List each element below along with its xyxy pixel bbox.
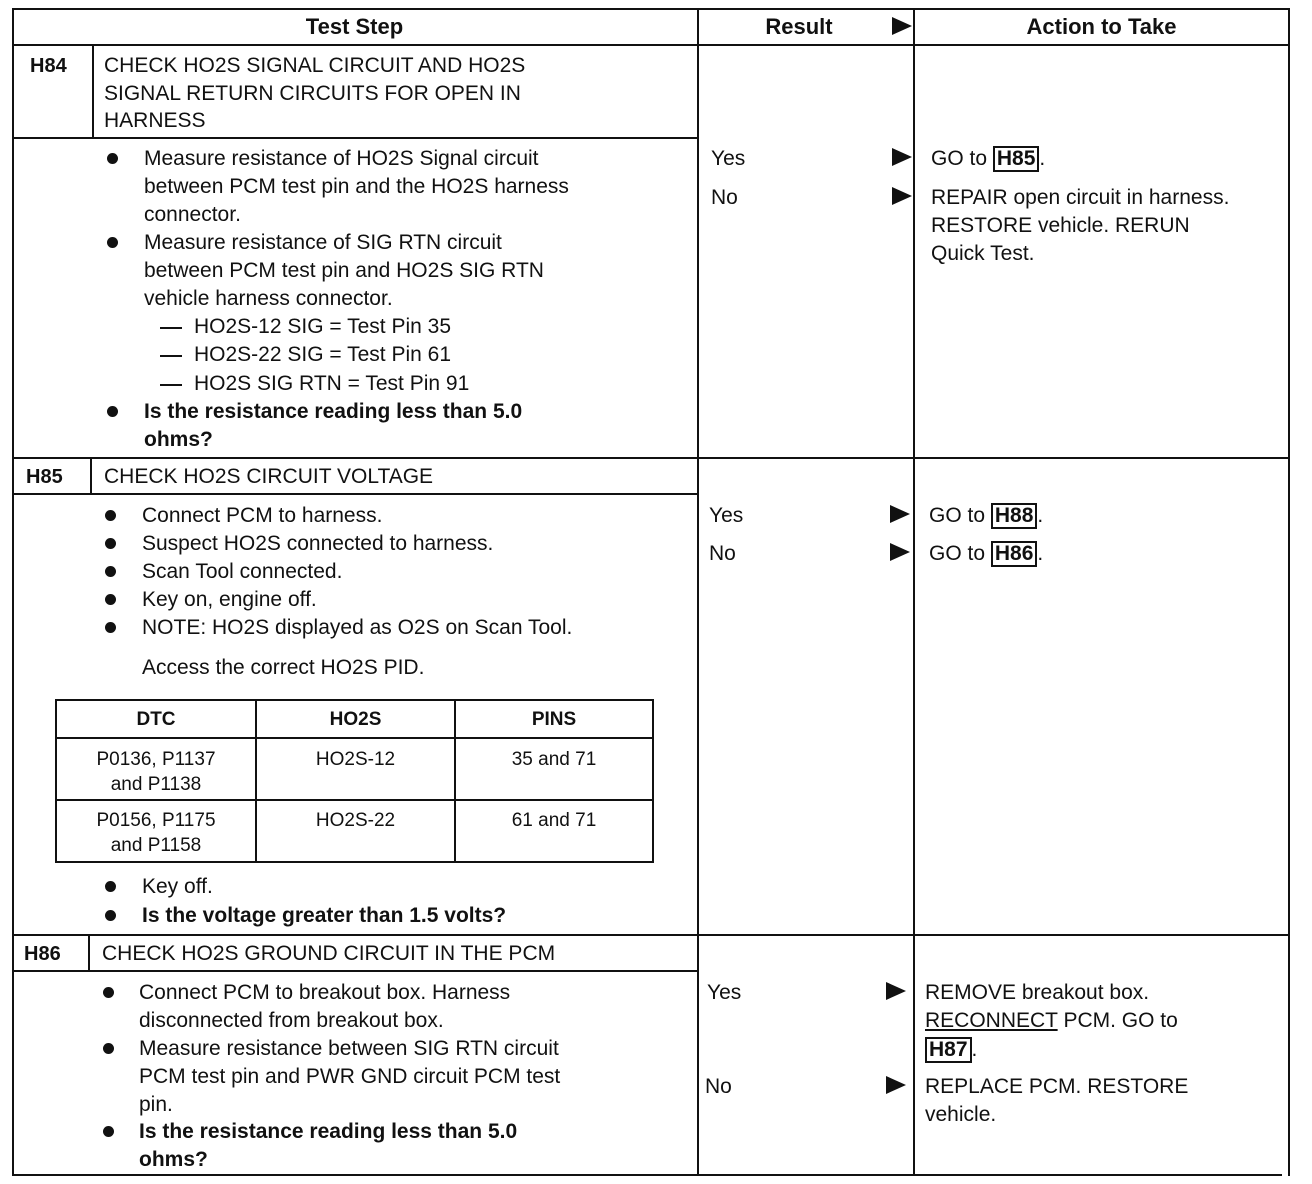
h86-step-line: Connect PCM to breakout box. Harness — [139, 981, 511, 1004]
bullet-icon — [107, 237, 118, 248]
subtable-cell-pins: 35 and 71 — [511, 749, 597, 770]
h84-step-line: Measure resistance of HO2S Signal circuit — [144, 147, 539, 170]
pin-reference-table — [55, 699, 654, 863]
h86-no-arrow-icon — [886, 1076, 906, 1094]
h86-step-line: disconnected from breakout box. — [139, 1009, 444, 1032]
h85-title-bottom — [12, 493, 699, 495]
h84-step-line: vehicle harness connector. — [144, 287, 393, 310]
subtable-cell-dtc: P0136, P1137 — [96, 749, 216, 770]
h84-yes-arrow-icon — [892, 148, 912, 166]
h85-yes-action: GO to H88 . — [929, 504, 1044, 527]
h86-title: CHECK HO2S GROUND CIRCUIT IN THE PCM — [102, 942, 556, 965]
h86-go-to-h87-link[interactable]: H87 — [925, 1037, 972, 1063]
h86-title-bottom — [12, 970, 699, 972]
table-bottom-border — [12, 1174, 1282, 1176]
h85-code-divider — [90, 457, 92, 495]
h86-yes-arrow-icon — [886, 982, 906, 1000]
h85-result-yes: Yes — [709, 504, 744, 527]
h84-step-line: Measure resistance of SIG RTN circuit — [144, 231, 502, 254]
h85-no-arrow-icon — [890, 543, 910, 561]
h86-code-divider — [88, 934, 90, 972]
dash-icon — [160, 355, 182, 357]
subtable-cell-dtc: and P1138 — [110, 774, 202, 795]
h86-result-no: No — [705, 1075, 732, 1098]
h84-go-to-label: GO to — [931, 147, 988, 170]
h84-code-divider — [92, 44, 94, 139]
h85-access-note: Access the correct HO2S PID. — [142, 656, 425, 679]
h86-step-line: pin. — [139, 1093, 173, 1116]
bullet-icon — [103, 1126, 114, 1137]
bullet-icon — [103, 987, 114, 998]
header-action: Action to Take — [1026, 14, 1177, 39]
subtable-cell-dtc: P0156, P1175 — [96, 810, 216, 831]
h84-no-action-line-1: REPAIR open circuit in harness. — [931, 186, 1230, 209]
h85-go-to-label: GO to — [929, 504, 986, 527]
bullet-icon — [105, 881, 116, 892]
bullet-icon — [105, 510, 116, 521]
h84-go-to-h85-link[interactable]: H85 — [993, 146, 1040, 172]
h86-yes-action-line-1: REMOVE breakout box. — [925, 981, 1150, 1004]
h84-code: H84 — [30, 55, 67, 77]
h85-code: H85 — [26, 466, 63, 488]
h85-step-line: Scan Tool connected. — [142, 560, 343, 583]
h84-yes-action: GO to H85 . — [931, 147, 1046, 170]
subtable-cell-ho2s: HO2S-22 — [315, 810, 396, 831]
result-column-divider — [697, 8, 699, 1176]
h84-step-line: between PCM test pin and the HO2S harness — [144, 175, 569, 198]
h84-pin-line: HO2S-22 SIG = Test Pin 61 — [194, 343, 451, 366]
subtable-header-pins: PINS — [531, 709, 577, 730]
row-divider-h85 — [12, 457, 1290, 459]
h84-question-line-1: Is the resistance reading less than 5.0 — [144, 400, 523, 423]
h84-title-line-2: SIGNAL RETURN CIRCUITS FOR OPEN IN — [104, 82, 521, 105]
h86-step-line: Measure resistance between SIG RTN circuit — [139, 1037, 559, 1060]
table-left-border — [12, 8, 14, 1176]
h86-code: H86 — [24, 943, 61, 965]
table-top-border — [12, 8, 1290, 10]
subtable-header-ho2s: HO2S — [329, 709, 382, 730]
header-bottom-border — [12, 44, 1290, 46]
h85-go-to-h86-link[interactable]: H86 — [991, 541, 1038, 567]
table-right-border — [1288, 8, 1290, 1176]
bullet-icon — [105, 910, 116, 921]
h84-question-line-2: ohms? — [144, 428, 213, 451]
h84-step-line: between PCM test pin and HO2S SIG RTN — [144, 259, 544, 282]
h85-go-to-label: GO to — [929, 542, 986, 565]
h84-pin-line: HO2S-12 SIG = Test Pin 35 — [194, 315, 451, 338]
h86-yes-action-rest: PCM. GO to — [1057, 1009, 1178, 1032]
bullet-icon — [105, 594, 116, 605]
h86-result-yes: Yes — [707, 981, 742, 1004]
h85-title: CHECK HO2S CIRCUIT VOLTAGE — [104, 465, 434, 488]
bullet-icon — [105, 622, 116, 633]
h86-question-line-1: Is the resistance reading less than 5.0 — [139, 1120, 518, 1143]
h85-step-line: Key off. — [142, 875, 213, 898]
bullet-icon — [105, 538, 116, 549]
bullet-icon — [107, 406, 118, 417]
h86-yes-action-line-2 — [925, 1007, 1178, 1035]
h85-step-line: Connect PCM to harness. — [142, 504, 383, 527]
h85-question: Is the voltage greater than 1.5 volts? — [142, 904, 507, 927]
h84-no-action-line-2: RESTORE vehicle. RERUN — [931, 214, 1190, 237]
h84-title-line-3: HARNESS — [104, 109, 206, 132]
h85-yes-arrow-icon — [890, 505, 910, 523]
row-divider-h86 — [12, 934, 1290, 936]
h86-reconnect-word: RECONNECT — [925, 1009, 1058, 1032]
bullet-icon — [107, 153, 118, 164]
header-test-step: Test Step — [305, 14, 404, 39]
h85-go-to-h88-link[interactable]: H88 — [991, 503, 1038, 529]
h85-step-line: Key on, engine off. — [142, 588, 317, 611]
subtable-header-dtc: DTC — [136, 709, 176, 730]
dash-icon — [160, 384, 182, 386]
dash-icon — [160, 327, 182, 329]
h84-title-line-1: CHECK HO2S SIGNAL CIRCUIT AND HO2S — [104, 54, 526, 77]
h86-no-action-line-1: REPLACE PCM. RESTORE — [925, 1075, 1189, 1098]
h86-no-action-line-2: vehicle. — [925, 1103, 997, 1126]
header-result: Result — [765, 14, 833, 39]
h84-title-bottom — [12, 137, 699, 139]
h85-result-no: No — [709, 542, 736, 565]
h86-step-line: PCM test pin and PWR GND circuit PCM test — [139, 1065, 561, 1088]
bullet-icon — [105, 566, 116, 577]
subtable-cell-dtc: and P1158 — [110, 835, 202, 856]
h86-question-line-2: ohms? — [139, 1148, 208, 1171]
h84-result-no: No — [711, 186, 738, 209]
subtable-cell-pins: 61 and 71 — [511, 810, 597, 831]
action-column-divider — [913, 8, 915, 1176]
bullet-icon — [103, 1043, 114, 1054]
h84-step-line: connector. — [144, 203, 241, 226]
header-arrow-icon — [892, 17, 912, 35]
h86-yes-action-line-3: H87 . — [925, 1036, 977, 1064]
h84-no-arrow-icon — [892, 187, 912, 205]
h84-pin-line: HO2S SIG RTN = Test Pin 91 — [194, 372, 470, 395]
h85-step-line: NOTE: HO2S displayed as O2S on Scan Tool. — [142, 616, 573, 639]
h84-result-yes: Yes — [711, 147, 746, 170]
h85-step-line: Suspect HO2S connected to harness. — [142, 532, 494, 555]
h84-no-action-line-3: Quick Test. — [931, 242, 1035, 265]
subtable-cell-ho2s: HO2S-12 — [315, 749, 396, 770]
h85-no-action: GO to H86 . — [929, 542, 1044, 565]
